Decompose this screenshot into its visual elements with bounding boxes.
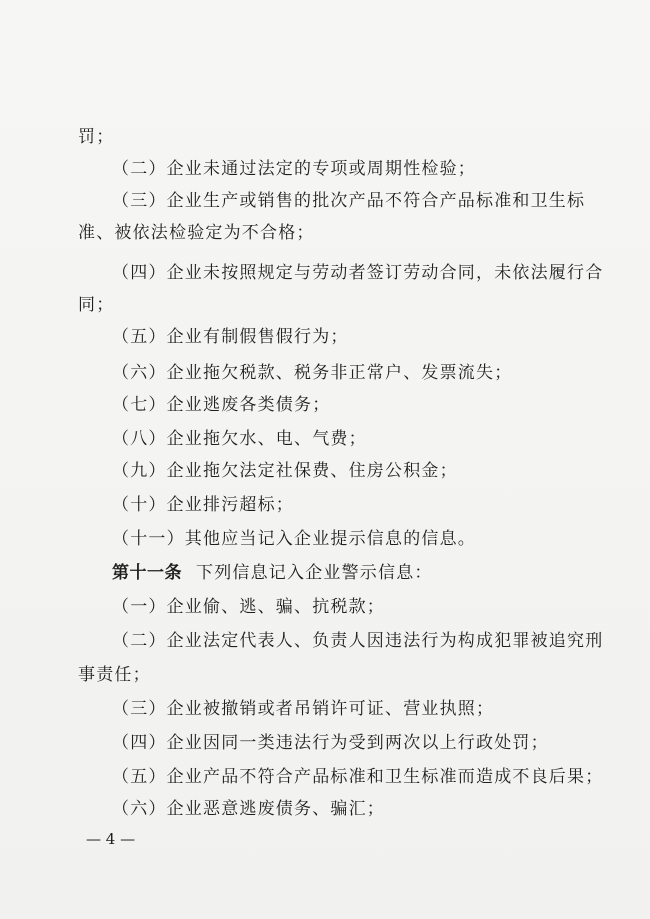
page-number: — 4 — bbox=[86, 830, 136, 848]
article-number: 第十一条 bbox=[112, 563, 182, 583]
text-line: 同； bbox=[78, 295, 115, 315]
text-line: （四）企业因同一类违法行为受到两次以上行政处罚； bbox=[112, 733, 549, 753]
article-heading-text: 下列信息记入企业警示信息： bbox=[196, 563, 433, 583]
text-line: （六）企业恶意逃废债务、骗汇； bbox=[112, 799, 385, 819]
text-line: （六）企业拖欠税款、税务非正常户、发票流失； bbox=[112, 363, 513, 383]
text-line: （十）企业排污超标； bbox=[112, 495, 294, 515]
text-line: （十一）其他应当记入企业提示信息的信息。 bbox=[112, 529, 476, 549]
text-line: （一）企业偷、逃、骗、抗税款； bbox=[112, 597, 385, 617]
text-line: （三）企业生产或销售的批次产品不符合产品标准和卫生标 bbox=[112, 191, 586, 211]
text-line: （二）企业未通过法定的专项或周期性检验； bbox=[112, 159, 476, 179]
text-line: （二）企业法定代表人、负责人因违法行为构成犯罪被追究刑 bbox=[112, 631, 604, 651]
text-line: 准、被依法检验定为不合格； bbox=[78, 223, 315, 243]
text-line: 罚； bbox=[78, 127, 115, 147]
text-line: （七）企业逃废各类债务； bbox=[112, 395, 331, 415]
text-line: （五）企业有制假售假行为； bbox=[112, 327, 349, 347]
text-line: 事责任； bbox=[78, 665, 151, 685]
text-line: （四）企业未按照规定与劳动者签订劳动合同，未依法履行合 bbox=[112, 263, 604, 283]
text-line: （五）企业产品不符合产品标准和卫生标准而造成不良后果； bbox=[112, 767, 604, 787]
text-line: （九）企业拖欠法定社保费、住房公积金； bbox=[112, 461, 458, 481]
text-line: （三）企业被撤销或者吊销许可证、营业执照； bbox=[112, 699, 495, 719]
article-heading bbox=[112, 562, 433, 584]
text-line: （八）企业拖欠水、电、气费； bbox=[112, 429, 367, 449]
